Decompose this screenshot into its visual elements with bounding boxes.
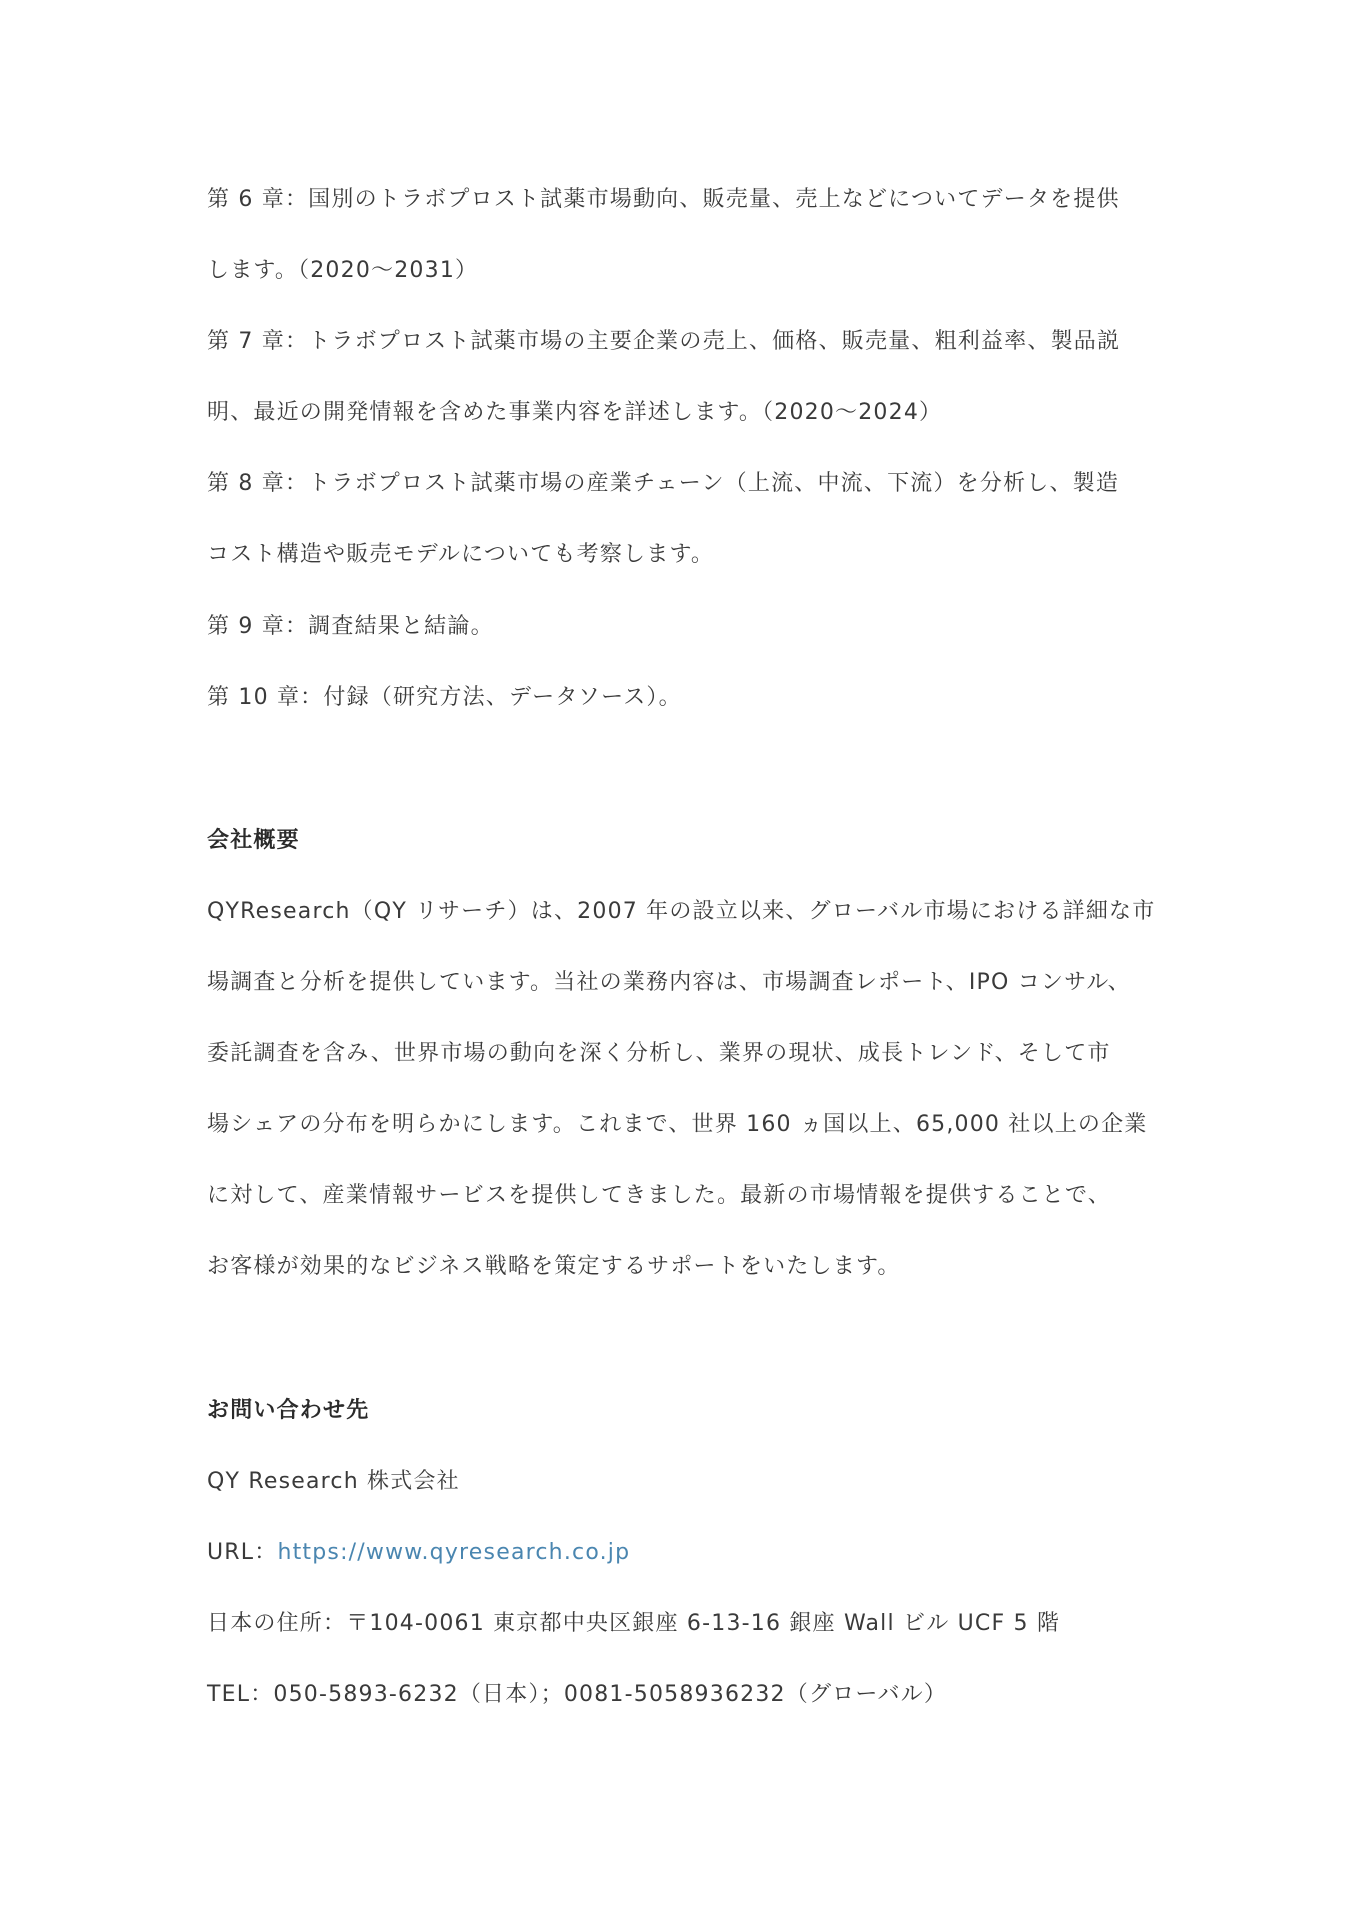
chapter-8-text-line-2: コスト構造や販売モデルについても考察します。	[207, 542, 715, 567]
chapter-9-text: 第 9 章：調査結果と結論。	[207, 614, 494, 639]
contact-url-link[interactable]: https://www.qyresearch.co.jp	[277, 1540, 631, 1565]
contact-url-row	[207, 1538, 1167, 1568]
contact-url-label: URL：	[207, 1540, 278, 1565]
chapter-6-text-line-1: 第 6 章：国別のトラボプロスト試薬市場動向、販売量、売上などについてデータを提供	[207, 187, 1120, 212]
company-overview-line-6: お客様が効果的なビジネス戦略を策定するサポートをいたします。	[207, 1254, 901, 1279]
chapter-10-text: 第 10 章：付録（研究方法、データソース）。	[207, 685, 682, 710]
company-overview-line-4: 場シェアの分布を明らかにします。これまで、世界 160 ヵ国以上、65,000 社以上の企業	[207, 1112, 1148, 1137]
chapter-6-text-line-2: します。（2020～2031）	[207, 258, 479, 283]
company-overview-line-3: 委託調査を含み、世界市場の動向を深く分析し、業界の現状、成長トレンド、そして市	[207, 1041, 1111, 1066]
contact-tel: TEL：050-5893-6232（日本）；0081-5058936232（グローバル）	[207, 1682, 948, 1707]
contact-address: 日本の住所：〒104-0061 東京都中央区銀座 6-13-16 銀座 Wall ビル UCF 5 階	[207, 1611, 1061, 1636]
company-overview-line-5: に対して、産業情報サービスを提供してきました。最新の市場情報を提供することで、	[207, 1183, 1111, 1208]
contact-company-name: QY Research 株式会社	[207, 1469, 460, 1494]
company-overview-line-1: QYResearch（QY リサーチ）は、2007 年の設立以来、グローバル市場における詳細な市	[207, 899, 1156, 924]
chapter-8-text-line-1: 第 8 章：トラボプロスト試薬市場の産業チェーン（上流、中流、下流）を分析し、製造	[207, 471, 1120, 496]
contact-heading: お問い合わせ先	[207, 1398, 370, 1423]
company-overview-heading: 会社概要	[207, 828, 300, 853]
chapter-7-text-line-2: 明、最近の開発情報を含めた事業内容を詳述します。（2020～2024）	[207, 400, 943, 425]
chapter-7-text-line-1: 第 7 章：トラボプロスト試薬市場の主要企業の売上、価格、販売量、粗利益率、製品説	[207, 329, 1121, 354]
company-overview-line-2: 場調査と分析を提供しています。当社の業務内容は、市場調査レポート、IPO コンサル、	[207, 970, 1131, 995]
